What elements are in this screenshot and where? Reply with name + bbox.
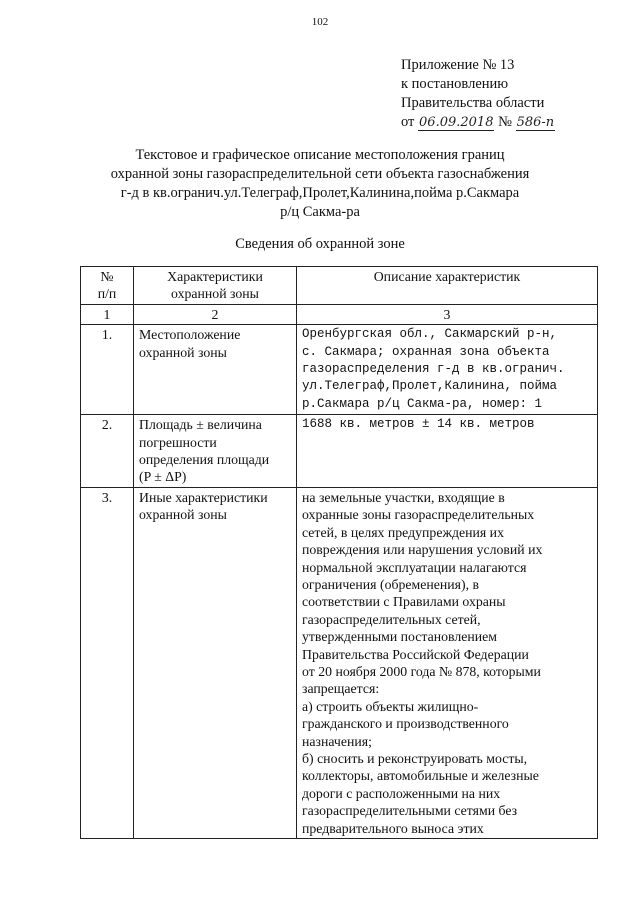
header-characteristic-line-2: охранной зоны [171, 286, 259, 302]
date-prefix: от [401, 114, 415, 130]
appendix-line-3: Правительства области [401, 95, 545, 111]
header-characteristic-line-1: Характеристики [167, 269, 263, 284]
header-num [81, 267, 134, 305]
column-number-1: 1 [81, 304, 134, 324]
title-line-1: Текстовое и графическое описание местоположения границ [135, 147, 505, 163]
section-subtitle: Сведения об охранной зоне [235, 236, 405, 252]
appendix-block [401, 56, 631, 132]
column-number-2: 2 [134, 304, 297, 324]
row-number: 1. [81, 325, 134, 415]
appendix-line-2: к постановлению [401, 76, 509, 92]
table-row [81, 325, 598, 415]
protection-zone-table [80, 266, 598, 839]
column-number-3: 3 [297, 304, 598, 324]
row-number: 3. [81, 487, 134, 838]
table-row [81, 415, 598, 488]
appendix-line-1: Приложение № 13 [401, 57, 515, 73]
row-description: на земельные участки, входящие в охранные зоны газораспределительных сетей, в целях предупреждения их повреждения или нарушения условий их нормальной эксплуатации налагаются ограничения (обременения), в соответствии с Правилами охраны газораспределительных сетей, утвержденными постановлением Правительства Российской Федерации от 20 ноября 2000 года № 878, которыми запрещается: а) строить объекты жилищно- гражданского и производственного назначения; б) сносить и реконструировать мосты, коллекторы, автомобильные и железные дороги с расположенными на них газораспределительными сетями без предварительного выноса этих [297, 487, 598, 838]
table-row [81, 487, 598, 838]
number-prefix: № [498, 114, 512, 130]
row-characteristic: Площадь ± величина погрешности определения площади (P ± ΔP) [134, 415, 297, 488]
document-title [60, 146, 580, 222]
appendix-date-line [401, 113, 631, 132]
title-line-4: р/ц Сакма-ра [280, 204, 360, 220]
header-characteristic [134, 267, 297, 305]
row-characteristic: Иные характеристики охранной зоны [134, 487, 297, 838]
row-characteristic: Местоположение охранной зоны [134, 325, 297, 415]
title-line-2: охранной зоны газораспределительной сети объекта газоснабжения [110, 166, 530, 182]
header-num-line-1: № [100, 269, 114, 284]
row-number: 2. [81, 415, 134, 488]
page-number: 102 [311, 16, 329, 28]
row-description: Оренбургская обл., Сакмарский р-н, с. Сакмара; охранная зона объекта газораспределения г-д в кв.огранич. ул.Телеграф,Пролет,Калинина, пойма р.Сакмара р/ц Сакма-ра, номер: 1 [297, 325, 598, 415]
header-description: Описание характеристик [297, 267, 598, 305]
table-header-row [81, 267, 598, 305]
handwritten-number: 586-п [516, 115, 555, 130]
header-num-line-2: п/п [97, 286, 117, 302]
row-description: 1688 кв. метров ± 14 кв. метров [297, 415, 598, 488]
title-line-3: г-д в кв.огранич.ул.Телеграф,Пролет,Калинина,пойма р.Сакмара [120, 185, 520, 201]
table-column-number-row [81, 304, 598, 324]
handwritten-date: 06.09.2018 [419, 115, 494, 130]
